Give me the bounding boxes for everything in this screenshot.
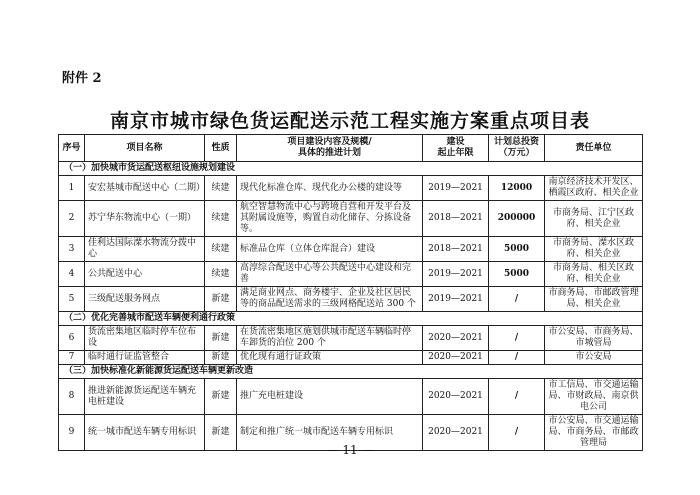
cell-type: 新建 — [205, 351, 237, 365]
header-investment-line1: 计划总投资 — [493, 137, 539, 147]
cell-type: 续建 — [205, 262, 237, 287]
cell-type: 新建 — [205, 415, 237, 451]
cell-period: 2019—2021 — [423, 287, 489, 312]
cell-investment: / — [489, 351, 545, 365]
header-type: 性质 — [205, 135, 237, 162]
cell-no: 8 — [59, 379, 85, 415]
cell-unit: 市公安局、市商务局、市城管局 — [545, 326, 643, 351]
header-investment-line2: （万元） — [498, 148, 535, 158]
cell-content: 优化现有通行证政策 — [237, 351, 423, 365]
section-title: （一）加快城市货运配送枢纽设施规划建设 — [59, 162, 643, 176]
cell-name: 苏宁华东物流中心（一期） — [85, 201, 205, 237]
cell-name: 三级配送服务网点 — [85, 287, 205, 312]
section-title: （三）加快标准化新能源货运配送车辆更新改造 — [59, 365, 643, 379]
cell-period: 2019—2021 — [423, 176, 489, 201]
cell-no: 7 — [59, 351, 85, 365]
section-row — [59, 312, 643, 326]
header-period-line1: 建设 — [446, 137, 465, 147]
cell-unit: 市商务局、市邮政管理局、相关企业 — [545, 287, 643, 312]
cell-period: 2018—2021 — [423, 237, 489, 262]
cell-investment: 12000 — [489, 176, 545, 201]
cell-period: 2020—2021 — [423, 351, 489, 365]
cell-unit: 市商务局、江宁区政府、相关企业 — [545, 201, 643, 237]
cell-period: 2020—2021 — [423, 415, 489, 451]
table-row — [59, 262, 643, 287]
cell-investment: / — [489, 415, 545, 451]
header-period-line2: 起止年限 — [437, 148, 474, 158]
cell-content: 满足商业网点、商务楼宇、企业及社区居民等的商品配送需求的三级网格配送站 300 个 — [237, 287, 423, 312]
cell-no: 4 — [59, 262, 85, 287]
page-number: — 11 — — [326, 443, 374, 457]
cell-period: 2020—2021 — [423, 379, 489, 415]
section-row — [59, 365, 643, 379]
cell-unit: 南京经济技术开发区、栖霞区政府、相关企业 — [545, 176, 643, 201]
cell-unit: 市公安局、市交通运输局、市商务局、市邮政管理局 — [545, 415, 643, 451]
table-row — [59, 379, 643, 415]
cell-type: 新建 — [205, 326, 237, 351]
header-no: 序号 — [59, 135, 85, 162]
cell-type: 续建 — [205, 237, 237, 262]
table-row — [59, 351, 643, 365]
cell-name: 公共配送中心 — [85, 262, 205, 287]
header-row — [59, 135, 643, 162]
table-row — [59, 326, 643, 351]
cell-content: 在货流密集地区施划供城市配送车辆临时停车卸货的泊位 200 个 — [237, 326, 423, 351]
cell-name: 推进新能源货运配送车辆充电桩建设 — [85, 379, 205, 415]
header-period — [423, 135, 489, 162]
page-title: 南京市城市绿色货运配送示范工程实施方案重点项目表 — [109, 110, 590, 132]
header-content-line2: 具体的推进计划 — [297, 148, 361, 158]
cell-unit: 市公安局 — [545, 351, 643, 365]
cell-investment: 200000 — [489, 201, 545, 237]
section-title: （二）优化完善城市配送车辆便利通行政策 — [59, 312, 643, 326]
cell-unit: 市工信局、市交通运输局、市财政局、南京供电公司 — [545, 379, 643, 415]
cell-name: 佳利达国际溧水物流分拨中心 — [85, 237, 205, 262]
table-row — [59, 237, 643, 262]
section-row — [59, 162, 643, 176]
table-row — [59, 176, 643, 201]
cell-investment: 5000 — [489, 237, 545, 262]
cell-period: 2019—2021 — [423, 262, 489, 287]
cell-no: 2 — [59, 201, 85, 237]
table-row — [59, 287, 643, 312]
header-name: 项目名称 — [85, 135, 205, 162]
cell-investment: / — [489, 379, 545, 415]
cell-period: 2020—2021 — [423, 326, 489, 351]
header-unit: 责任单位 — [545, 135, 643, 162]
cell-no: 6 — [59, 326, 85, 351]
cell-content: 制定和推广统一城市配送车辆专用标识 — [237, 415, 423, 451]
cell-type: 续建 — [205, 201, 237, 237]
header-content — [237, 135, 423, 162]
cell-type: 新建 — [205, 379, 237, 415]
cell-content: 推广充电桩建设 — [237, 379, 423, 415]
header-content-line1: 项目建设内容及规模/ — [287, 137, 372, 147]
cell-investment: / — [489, 326, 545, 351]
cell-type: 新建 — [205, 287, 237, 312]
table-body — [59, 162, 643, 451]
cell-name: 货流密集地区临时停车位布设 — [85, 326, 205, 351]
cell-type: 续建 — [205, 176, 237, 201]
cell-no: 9 — [59, 415, 85, 451]
cell-unit: 市商务局、溧水区政府、相关企业 — [545, 237, 643, 262]
project-table — [58, 134, 643, 451]
cell-name: 统一城市配送车辆专用标识 — [85, 415, 205, 451]
cell-period: 2018—2021 — [423, 201, 489, 237]
cell-no: 3 — [59, 237, 85, 262]
header-investment — [489, 135, 545, 162]
cell-name: 安宏基城市配送中心（二期） — [85, 176, 205, 201]
cell-content: 现代化标准仓库、现代化办公楼的建设等 — [237, 176, 423, 201]
attachment-label: 附件 2 — [62, 71, 102, 86]
cell-no: 5 — [59, 287, 85, 312]
cell-name: 临时通行证监管整合 — [85, 351, 205, 365]
cell-content: 高淳综合配送中心等公共配送中心建设和完善 — [237, 262, 423, 287]
cell-unit: 市商务局、相关区政府、相关企业 — [545, 262, 643, 287]
cell-investment: / — [489, 287, 545, 312]
cell-investment: 5000 — [489, 262, 545, 287]
cell-content: 航空智慧物流中心与跨境自营和开发平台及其附属设施等，购置自动化储存、分拣设备等。 — [237, 201, 423, 237]
table-row — [59, 201, 643, 237]
cell-content: 标准品仓库（立体仓库混合）建设 — [237, 237, 423, 262]
cell-no: 1 — [59, 176, 85, 201]
